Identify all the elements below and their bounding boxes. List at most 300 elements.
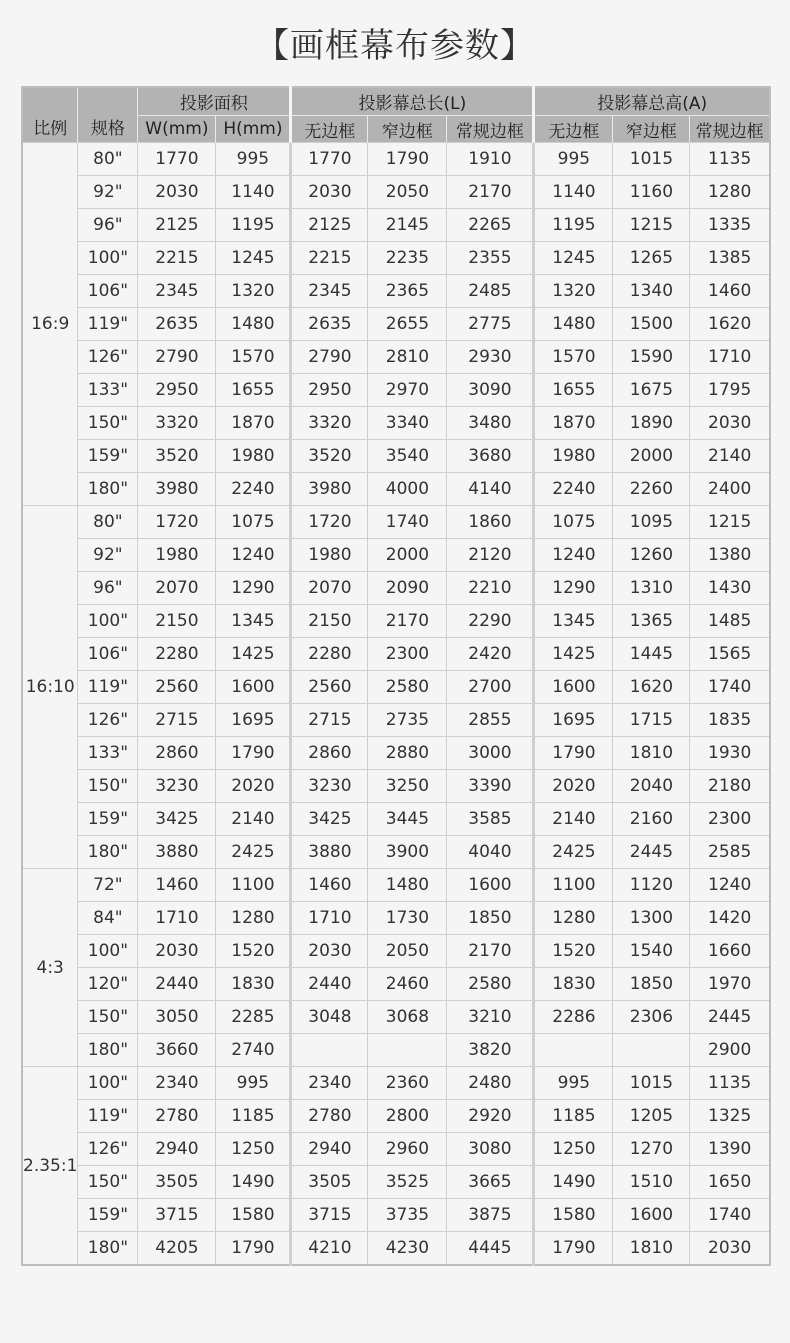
table-row [22,935,770,968]
cell-height: 1290 [216,572,291,605]
table-row [22,143,770,176]
cell-width: 3660 [138,1034,216,1067]
cell-width: 3980 [138,473,216,506]
cell-length-no-border: 2635 [291,308,368,341]
cell-length-no-border: 1710 [291,902,368,935]
size-cell: 100" [78,605,138,638]
cell-width: 4205 [138,1232,216,1266]
table-row [22,1232,770,1266]
cell-height: 1695 [216,704,291,737]
cell-height-narrow-border: 1300 [613,902,690,935]
cell-height: 1870 [216,407,291,440]
cell-length-normal-border: 2420 [447,638,534,671]
size-cell: 96" [78,572,138,605]
table-row [22,704,770,737]
cell-height: 1195 [216,209,291,242]
cell-height-no-border: 1520 [534,935,613,968]
cell-width: 1770 [138,143,216,176]
cell-length-narrow-border: 2360 [368,1067,447,1100]
table-row [22,869,770,902]
cell-length-no-border: 3520 [291,440,368,473]
table-row [22,275,770,308]
cell-height-narrow-border: 1590 [613,341,690,374]
cell-length-narrow-border: 2960 [368,1133,447,1166]
cell-height: 1100 [216,869,291,902]
cell-width: 2940 [138,1133,216,1166]
cell-height-no-border: 1320 [534,275,613,308]
cell-height-no-border: 2140 [534,803,613,836]
header-group-height: 投影幕总高(A) [534,87,770,116]
cell-length-normal-border: 4445 [447,1232,534,1266]
cell-height-no-border: 1830 [534,968,613,1001]
cell-height: 1075 [216,506,291,539]
cell-height-normal-border: 2030 [690,1232,770,1266]
cell-height: 1570 [216,341,291,374]
table-row [22,1166,770,1199]
cell-length-narrow-border: 2880 [368,737,447,770]
cell-height-no-border: 1425 [534,638,613,671]
cell-height-normal-border: 1795 [690,374,770,407]
size-cell: 100" [78,1067,138,1100]
cell-length-normal-border: 2170 [447,935,534,968]
cell-height: 1790 [216,737,291,770]
cell-height: 995 [216,143,291,176]
cell-height-narrow-border: 1850 [613,968,690,1001]
cell-height-no-border: 1695 [534,704,613,737]
cell-length-no-border: 2280 [291,638,368,671]
cell-height-narrow-border: 1715 [613,704,690,737]
size-cell: 92" [78,539,138,572]
header-group-area: 投影面积 [138,87,291,116]
cell-height-narrow-border: 1270 [613,1133,690,1166]
cell-length-normal-border: 3665 [447,1166,534,1199]
cell-width: 2860 [138,737,216,770]
cell-length-no-border: 3880 [291,836,368,869]
cell-height-no-border: 1280 [534,902,613,935]
size-cell: 106" [78,638,138,671]
cell-height-no-border: 995 [534,1067,613,1100]
cell-height-normal-border: 2400 [690,473,770,506]
cell-height-normal-border: 1660 [690,935,770,968]
cell-length-no-border: 2125 [291,209,368,242]
cell-height-narrow-border: 1500 [613,308,690,341]
cell-width: 2790 [138,341,216,374]
cell-length-narrow-border: 3250 [368,770,447,803]
cell-length-no-border: 2030 [291,935,368,968]
cell-length-no-border: 3230 [291,770,368,803]
cell-height-narrow-border: 1600 [613,1199,690,1232]
size-cell: 119" [78,671,138,704]
size-cell: 96" [78,209,138,242]
cell-height-narrow-border: 1540 [613,935,690,968]
cell-width: 2635 [138,308,216,341]
cell-length-narrow-border: 3540 [368,440,447,473]
cell-length-narrow-border: 3525 [368,1166,447,1199]
cell-length-narrow-border: 2460 [368,968,447,1001]
cell-length-normal-border: 2855 [447,704,534,737]
table-row [22,638,770,671]
cell-height-normal-border: 1215 [690,506,770,539]
cell-height-normal-border: 1430 [690,572,770,605]
cell-height-narrow-border: 1445 [613,638,690,671]
cell-length-normal-border: 3480 [447,407,534,440]
table-row [22,209,770,242]
table-row [22,1133,770,1166]
cell-length-normal-border: 2265 [447,209,534,242]
cell-width: 1710 [138,902,216,935]
cell-height-normal-border: 1740 [690,671,770,704]
cell-length-narrow-border: 3735 [368,1199,447,1232]
cell-length-normal-border: 3080 [447,1133,534,1166]
cell-height: 1280 [216,902,291,935]
size-cell: 150" [78,770,138,803]
table-row [22,1034,770,1067]
size-cell: 92" [78,176,138,209]
cell-height-no-border: 1790 [534,737,613,770]
cell-height-narrow-border: 1015 [613,143,690,176]
size-cell: 119" [78,308,138,341]
cell-length-normal-border: 2170 [447,176,534,209]
cell-length-normal-border: 1600 [447,869,534,902]
cell-length-narrow-border: 2145 [368,209,447,242]
cell-height-no-border: 1345 [534,605,613,638]
cell-height-no-border: 1490 [534,1166,613,1199]
size-cell: 126" [78,1133,138,1166]
ratio-cell: 4:3 [22,869,78,1067]
cell-length-narrow-border: 2050 [368,176,447,209]
cell-height-no-border: 2286 [534,1001,613,1034]
cell-length-normal-border: 1910 [447,143,534,176]
cell-height-narrow-border: 2040 [613,770,690,803]
size-cell: 133" [78,374,138,407]
size-cell: 180" [78,473,138,506]
size-cell: 119" [78,1100,138,1133]
cell-length-no-border: 2940 [291,1133,368,1166]
table-row [22,176,770,209]
cell-height-normal-border: 1390 [690,1133,770,1166]
cell-length-narrow-border: 4230 [368,1232,447,1266]
cell-height-narrow-border: 1205 [613,1100,690,1133]
cell-height: 2740 [216,1034,291,1067]
cell-height: 2240 [216,473,291,506]
cell-height-no-border: 1185 [534,1100,613,1133]
cell-width: 2950 [138,374,216,407]
cell-width: 2030 [138,176,216,209]
cell-length-normal-border: 3585 [447,803,534,836]
cell-length-normal-border: 2580 [447,968,534,1001]
header-length-normal-border: 常规边框 [447,116,534,143]
cell-height: 995 [216,1067,291,1100]
cell-length-normal-border: 2700 [447,671,534,704]
size-cell: 150" [78,1166,138,1199]
cell-length-no-border: 2715 [291,704,368,737]
cell-height-normal-border: 1710 [690,341,770,374]
size-cell: 150" [78,1001,138,1034]
cell-height-narrow-border: 2306 [613,1001,690,1034]
size-cell: 180" [78,1034,138,1067]
cell-length-narrow-border: 2810 [368,341,447,374]
cell-width: 3320 [138,407,216,440]
cell-width: 3230 [138,770,216,803]
cell-length-no-border: 2950 [291,374,368,407]
cell-height-narrow-border: 1215 [613,209,690,242]
ratio-cell: 16:9 [22,143,78,506]
cell-height: 1520 [216,935,291,968]
cell-width: 3520 [138,440,216,473]
cell-height-no-border: 995 [534,143,613,176]
cell-height-normal-border: 2300 [690,803,770,836]
cell-height-normal-border: 1650 [690,1166,770,1199]
cell-height-normal-border: 2585 [690,836,770,869]
cell-length-narrow-border: 2000 [368,539,447,572]
cell-height-no-border: 1100 [534,869,613,902]
cell-height: 2285 [216,1001,291,1034]
cell-length-no-border: 3320 [291,407,368,440]
cell-length-no-border: 1720 [291,506,368,539]
cell-length-no-border: 4210 [291,1232,368,1266]
cell-length-normal-border: 3090 [447,374,534,407]
cell-width: 2780 [138,1100,216,1133]
cell-height: 2140 [216,803,291,836]
cell-height: 1980 [216,440,291,473]
table-row [22,605,770,638]
cell-width: 3505 [138,1166,216,1199]
cell-length-narrow-border: 3068 [368,1001,447,1034]
cell-length-narrow-border: 4000 [368,473,447,506]
cell-height-narrow-border: 1510 [613,1166,690,1199]
cell-height-normal-border: 1835 [690,704,770,737]
table-row [22,1001,770,1034]
cell-length-normal-border: 3210 [447,1001,534,1034]
header-height-no-border: 无边框 [534,116,613,143]
size-cell: 180" [78,836,138,869]
cell-length-normal-border: 2290 [447,605,534,638]
cell-height: 2425 [216,836,291,869]
table-row [22,737,770,770]
cell-length-normal-border: 2920 [447,1100,534,1133]
cell-width: 3880 [138,836,216,869]
cell-height-narrow-border: 1095 [613,506,690,539]
cell-length-narrow-border: 3900 [368,836,447,869]
table-row [22,242,770,275]
cell-length-no-border: 2340 [291,1067,368,1100]
cell-height-no-border: 1790 [534,1232,613,1266]
cell-height: 1580 [216,1199,291,1232]
cell-height-normal-border: 2445 [690,1001,770,1034]
cell-length-normal-border: 1850 [447,902,534,935]
cell-width: 2440 [138,968,216,1001]
cell-height: 1790 [216,1232,291,1266]
table-header [22,87,770,143]
cell-length-normal-border: 3820 [447,1034,534,1067]
cell-height-normal-border: 1740 [690,1199,770,1232]
table-row [22,803,770,836]
cell-height: 1655 [216,374,291,407]
cell-height-normal-border: 2140 [690,440,770,473]
cell-length-narrow-border: 2800 [368,1100,447,1133]
cell-length-normal-border: 3680 [447,440,534,473]
cell-length-normal-border: 2775 [447,308,534,341]
cell-height: 1490 [216,1166,291,1199]
cell-height-narrow-border: 1160 [613,176,690,209]
cell-height-narrow-border: 1260 [613,539,690,572]
cell-height-no-border: 1655 [534,374,613,407]
cell-length-normal-border: 2120 [447,539,534,572]
cell-height-normal-border: 1380 [690,539,770,572]
cell-height-normal-border: 1240 [690,869,770,902]
cell-length-narrow-border: 2235 [368,242,447,275]
cell-length-no-border: 3715 [291,1199,368,1232]
cell-height: 1480 [216,308,291,341]
cell-width: 2150 [138,605,216,638]
cell-width: 2215 [138,242,216,275]
cell-length-normal-border: 4040 [447,836,534,869]
cell-height-narrow-border: 1890 [613,407,690,440]
cell-height-normal-border: 2900 [690,1034,770,1067]
cell-length-narrow-border: 1740 [368,506,447,539]
table-row [22,902,770,935]
page-title: 【画框幕布参数】 [255,26,535,66]
cell-length-no-border: 2030 [291,176,368,209]
cell-height: 1320 [216,275,291,308]
cell-height-narrow-border: 1365 [613,605,690,638]
header-length-no-border: 无边框 [291,116,368,143]
cell-height-no-border: 2425 [534,836,613,869]
cell-length-normal-border: 3390 [447,770,534,803]
cell-length-no-border: 2215 [291,242,368,275]
cell-height-narrow-border: 1810 [613,737,690,770]
cell-height-no-border: 2020 [534,770,613,803]
cell-height-normal-border: 1135 [690,1067,770,1100]
table-row [22,506,770,539]
cell-height: 1425 [216,638,291,671]
cell-height: 1240 [216,539,291,572]
table-row [22,671,770,704]
cell-length-narrow-border: 1790 [368,143,447,176]
cell-height-normal-border: 1135 [690,143,770,176]
cell-length-narrow-border: 2655 [368,308,447,341]
cell-height: 1830 [216,968,291,1001]
header-height-narrow-border: 窄边框 [613,116,690,143]
cell-height-no-border: 1195 [534,209,613,242]
cell-height: 1245 [216,242,291,275]
cell-height: 1185 [216,1100,291,1133]
cell-length-narrow-border: 2735 [368,704,447,737]
cell-length-no-border: 3425 [291,803,368,836]
cell-length-no-border: 2070 [291,572,368,605]
cell-length-no-border: 1460 [291,869,368,902]
table-row [22,1199,770,1232]
header-group-length: 投影幕总长(L) [291,87,534,116]
screen-spec-table [21,86,771,1266]
cell-length-narrow-border: 1480 [368,869,447,902]
cell-length-normal-border: 2485 [447,275,534,308]
cell-length-no-border: 2780 [291,1100,368,1133]
cell-length-no-border: 1980 [291,539,368,572]
table-row [22,572,770,605]
ratio-cell: 2.35:1 [22,1067,78,1266]
cell-length-narrow-border: 3340 [368,407,447,440]
cell-height-narrow-border [613,1034,690,1067]
table-row [22,341,770,374]
cell-length-narrow-border: 2090 [368,572,447,605]
cell-height-narrow-border: 1310 [613,572,690,605]
cell-height-no-border: 1250 [534,1133,613,1166]
cell-height: 1140 [216,176,291,209]
cell-height: 2020 [216,770,291,803]
header-size: 规格 [78,87,138,143]
cell-length-narrow-border: 3445 [368,803,447,836]
cell-height-no-border: 1480 [534,308,613,341]
header-height-normal-border: 常规边框 [690,116,770,143]
size-cell: 80" [78,143,138,176]
size-cell: 159" [78,440,138,473]
cell-length-normal-border: 2480 [447,1067,534,1100]
table-row [22,308,770,341]
size-cell: 159" [78,1199,138,1232]
cell-length-no-border: 2150 [291,605,368,638]
cell-length-normal-border: 1860 [447,506,534,539]
size-cell: 126" [78,341,138,374]
cell-height-no-border: 1290 [534,572,613,605]
cell-width: 2345 [138,275,216,308]
size-cell: 150" [78,407,138,440]
cell-length-narrow-border: 2050 [368,935,447,968]
cell-length-narrow-border [368,1034,447,1067]
cell-length-normal-border: 2355 [447,242,534,275]
size-cell: 120" [78,968,138,1001]
cell-width: 2070 [138,572,216,605]
size-cell: 80" [78,506,138,539]
cell-length-narrow-border: 2170 [368,605,447,638]
cell-length-normal-border: 3000 [447,737,534,770]
cell-height-no-border: 1240 [534,539,613,572]
header-height: H(mm) [216,116,291,143]
cell-height-narrow-border: 2000 [613,440,690,473]
cell-width: 1720 [138,506,216,539]
size-cell: 84" [78,902,138,935]
table-row [22,440,770,473]
cell-height-no-border: 2240 [534,473,613,506]
table-row [22,374,770,407]
cell-height-no-border: 1580 [534,1199,613,1232]
cell-width: 2125 [138,209,216,242]
cell-width: 3050 [138,1001,216,1034]
cell-length-normal-border: 3875 [447,1199,534,1232]
table-row [22,539,770,572]
cell-length-no-border: 2790 [291,341,368,374]
cell-width: 2340 [138,1067,216,1100]
cell-width: 2715 [138,704,216,737]
table-row [22,1067,770,1100]
cell-length-narrow-border: 2970 [368,374,447,407]
cell-length-narrow-border: 2580 [368,671,447,704]
cell-length-no-border: 3048 [291,1001,368,1034]
cell-length-no-border: 2560 [291,671,368,704]
size-cell: 133" [78,737,138,770]
cell-height-no-border [534,1034,613,1067]
header-ratio: 比例 [22,87,78,143]
cell-height-no-border: 1245 [534,242,613,275]
cell-length-normal-border: 2930 [447,341,534,374]
cell-width: 2560 [138,671,216,704]
cell-height-narrow-border: 2260 [613,473,690,506]
cell-height-normal-border: 1280 [690,176,770,209]
cell-height-normal-border: 2180 [690,770,770,803]
cell-length-no-border: 1770 [291,143,368,176]
ratio-cell: 16:10 [22,506,78,869]
cell-height: 1250 [216,1133,291,1166]
